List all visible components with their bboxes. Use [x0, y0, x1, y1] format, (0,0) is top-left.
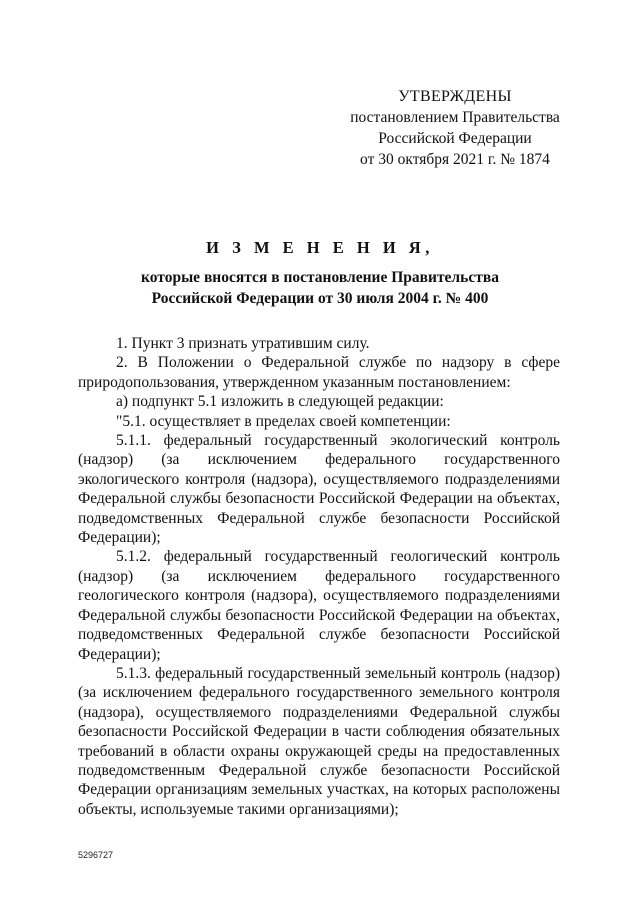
document-code: 5296727 — [78, 850, 114, 860]
paragraph-1: 1. Пункт 3 признать утратившим силу. — [116, 335, 370, 352]
paragraph-5: 5.1.1. федеральный государственный экологический контроль (надзор) (за исключением федерального государственного экологического контроля (надзора), осуществляемого подразделениями Федеральной службы безопасности Российской Федерации на объектах, подведомственных Федеральной службе безопасности Российской Федерации); — [78, 432, 560, 547]
document-title-block — [60, 236, 580, 309]
document-subtitle — [60, 267, 580, 309]
paragraph-4: "5.1. осуществляет в пределах своей компетенции: — [116, 412, 451, 430]
approval-heading: УТВЕРЖДЕНЫ — [398, 88, 512, 105]
approval-line-2: Российской Федерации — [378, 130, 532, 147]
paragraph-2: 2. В Положении о Федеральной службе по надзору в сфере природопользования, утвержденном указанным постановлением: — [78, 354, 560, 391]
paragraph-6: 5.1.2. федеральный государственный геологический контроль (надзор) (за исключением федерального государственного геологического контроля (надзора), осуществляемого подразделениями Федеральной службы безопасности Российской Федерации на объектах, подведомственных Федеральной службе безопасности Российской Федерации); — [78, 548, 560, 663]
approval-line-3: от 30 октября 2021 г. № 1874 — [360, 151, 550, 168]
document-body — [78, 334, 560, 819]
approval-line-1: постановлением Правительства — [350, 109, 560, 126]
paragraph-3: а) подпункт 5.1 изложить в следующей редакции: — [116, 393, 444, 411]
subtitle-line-1: которые вносятся в постановление Правительства — [141, 269, 499, 286]
approval-block — [330, 86, 580, 170]
paragraph-7: 5.1.3. федеральный государственный земельный контроль (надзор) (за исключением федерального государственного земельного контроля (надзора), осуществляемого подразделениями Федеральной службы безопасности Российской Федерации в части соблюдения обязательных требований в области охраны окружающей среды на предоставленных подведомственным Федеральной службе безопасности Российской Федерации организациям земельных участках, на которых расположены объекты, используемые такими организациями); — [78, 664, 560, 818]
subtitle-line-2: Российской Федерации от 30 июля 2004 г. № 400 — [151, 290, 489, 307]
document-title: И З М Е Н Е Н И Я, — [206, 238, 434, 257]
